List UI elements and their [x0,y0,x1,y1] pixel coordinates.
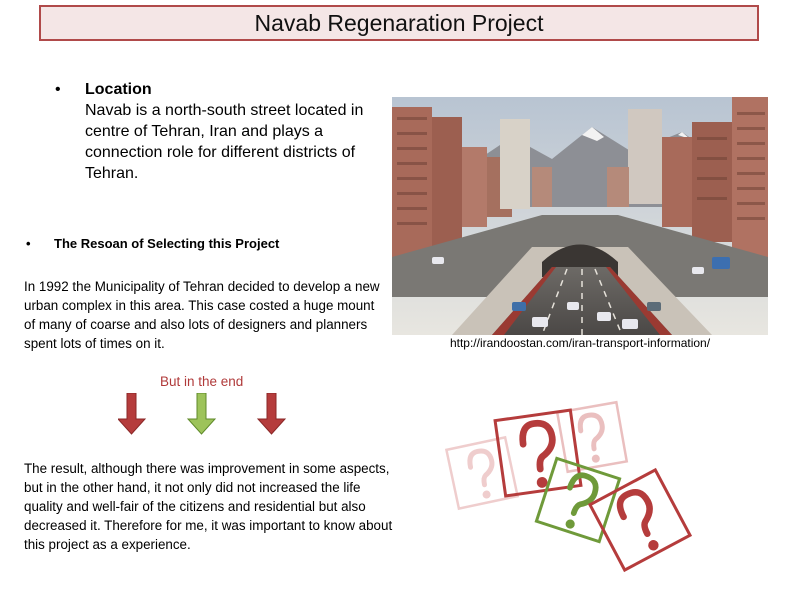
result-paragraph: The result, although there was improvement in some aspects, but in the other hand, it not only did not increased the life quality and well-fair of the citizens and residential but also decreased it. Therefore for me, it was important to know about this project as a experience. [24,461,393,552]
location-heading: Location [85,81,152,98]
down-arrow-icon [188,393,215,434]
reason-heading: The Resoan of Selecting this Project [54,236,280,251]
question-marks-graphic [440,395,700,580]
navab-street-photo [392,97,768,335]
bullet-icon: • [26,236,31,251]
location-text: Navab is a north-south street located in centre of Tehran, Iran and plays a connection role for different districts of Tehran. [85,102,364,182]
but-in-the-end-label: But in the end [160,374,244,389]
down-arrow-icon [258,393,285,434]
reason-paragraph: In 1992 the Municipality of Tehran decided to develop a new urban complex in this area. This case costed a huge mount of many of coarse and also lots of designers and planners spent lots of times on it. [24,279,380,351]
slide-title: Navab Regenaration Project [39,5,759,41]
down-arrow-icon [118,393,145,434]
bullet-icon: • [55,81,61,98]
question-mark-icon [446,437,517,508]
down-arrows-group [118,393,288,435]
photo-caption: http://irandoostan.com/iran-transport-information/ [449,336,711,350]
